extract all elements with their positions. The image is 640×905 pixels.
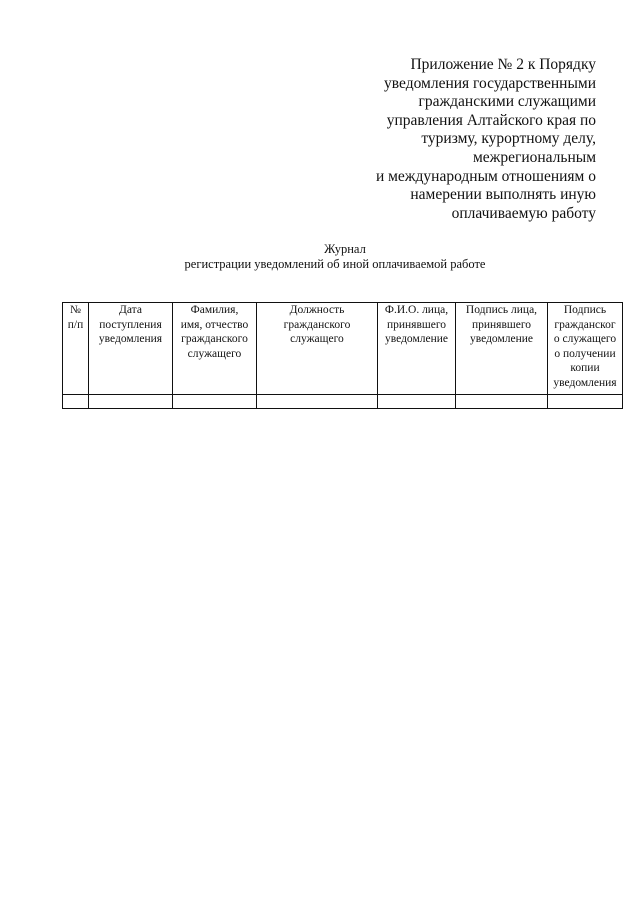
appendix-header xyxy=(296,56,596,223)
table-cell xyxy=(456,395,548,409)
appendix-line: и международным отношениям о xyxy=(375,167,596,185)
header-cell-employee-signature xyxy=(548,303,623,395)
table-cell xyxy=(378,395,456,409)
header-text: Должность гражданского служащего xyxy=(283,304,351,345)
appendix-line: туризму, курортному делу, xyxy=(421,130,596,148)
appendix-line: уведомления государственными xyxy=(384,74,596,92)
header-cell-receiver-signature xyxy=(456,303,548,395)
table-cell xyxy=(173,395,257,409)
header-text: Подпись гражданског о служащего о получении копии уведомления xyxy=(553,304,617,389)
table-header-row xyxy=(63,303,623,395)
registration-table xyxy=(62,302,623,409)
table-cell xyxy=(257,395,378,409)
journal-title: Журнал xyxy=(324,242,366,256)
header-cell-name xyxy=(173,303,257,395)
table-cell xyxy=(89,395,173,409)
journal-subtitle: регистрации уведомлений об иной оплачиваемой работе xyxy=(184,257,486,271)
appendix-line: межрегиональным xyxy=(472,148,596,166)
header-cell-receiver xyxy=(378,303,456,395)
appendix-line: намерении выполнять иную xyxy=(410,186,596,204)
appendix-line: управления Алтайского края по xyxy=(386,111,596,129)
header-cell-position xyxy=(257,303,378,395)
table-row xyxy=(63,395,623,409)
header-text: Подпись лица, принявшего уведомление xyxy=(465,304,538,345)
header-text: Дата поступления уведомления xyxy=(98,304,163,345)
table-cell xyxy=(548,395,623,409)
appendix-line: Приложение № 2 к Порядку xyxy=(410,56,596,73)
header-text: Ф.И.О. лица, принявшего уведомление xyxy=(384,304,449,345)
header-cell-date xyxy=(89,303,173,395)
appendix-line: гражданскими служащими xyxy=(418,93,596,111)
table-cell xyxy=(63,395,89,409)
header-text: Фамилия, имя, отчество гражданского служащего xyxy=(180,304,249,360)
header-cell-number xyxy=(63,303,89,395)
header-text: № п/п xyxy=(67,304,84,331)
appendix-line: оплачиваемую работу xyxy=(451,204,596,222)
journal-heading xyxy=(0,242,640,272)
